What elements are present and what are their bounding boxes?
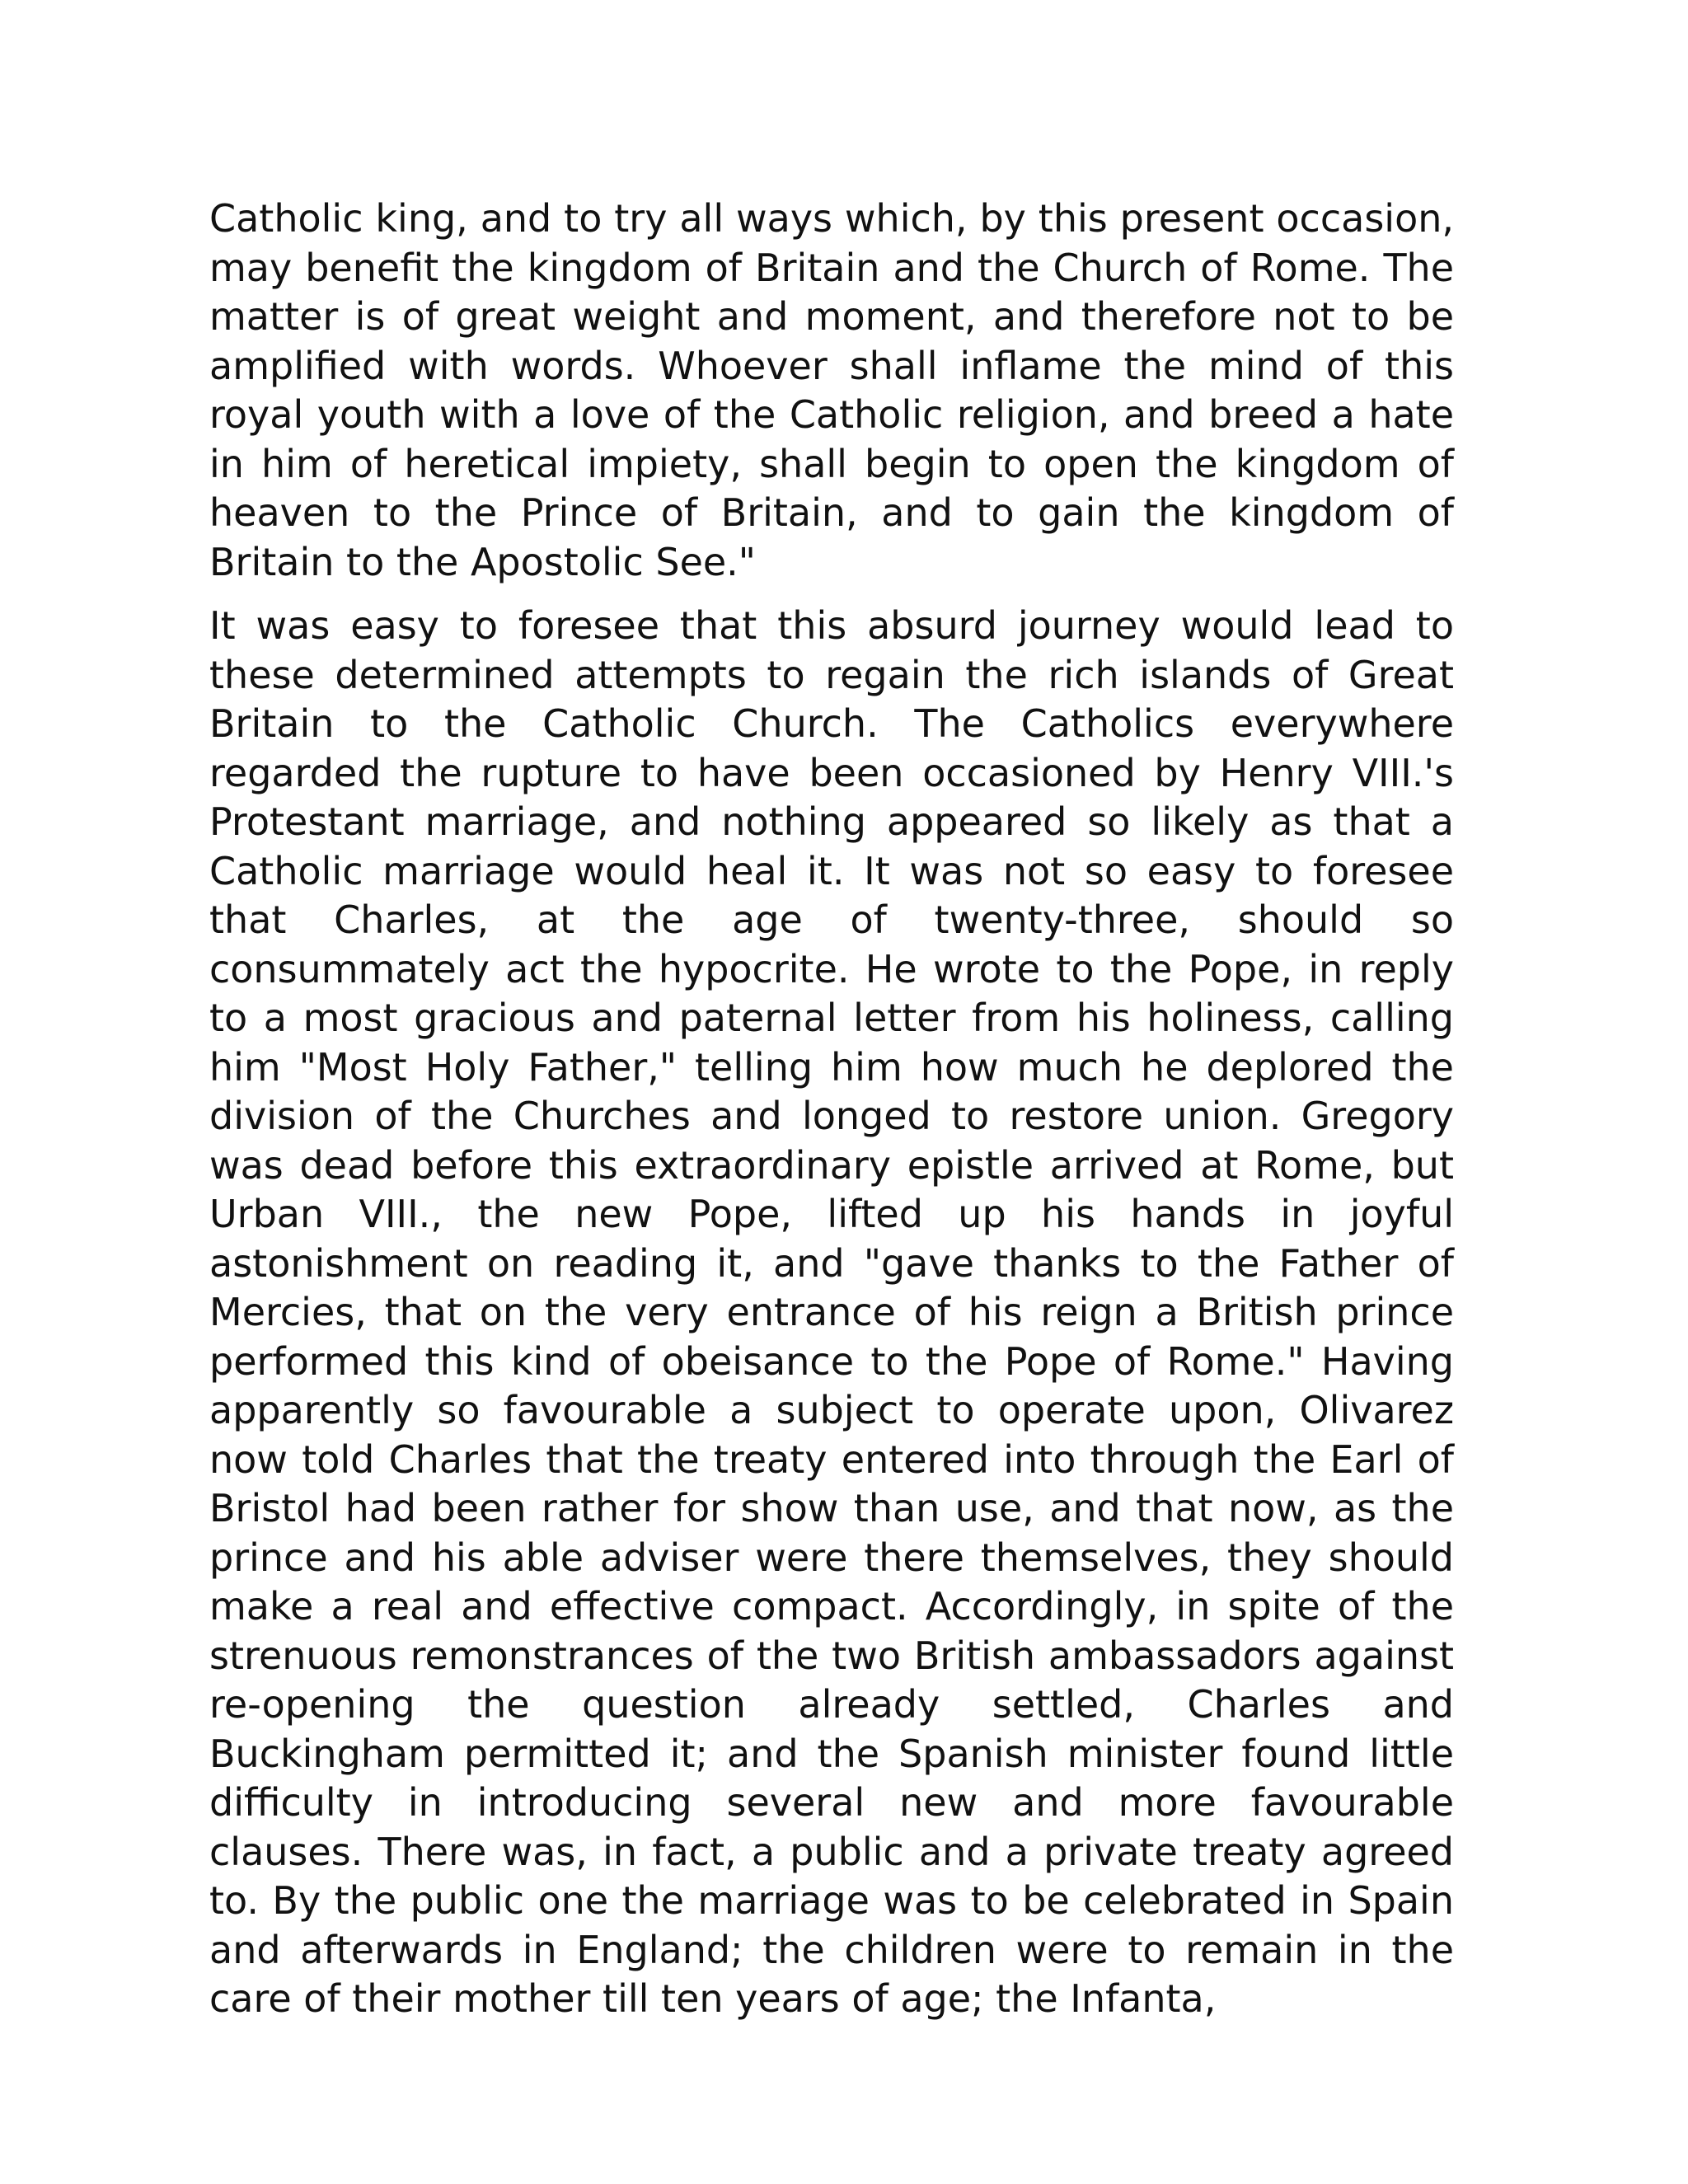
document-page: [209, 194, 1454, 2024]
paragraph-1: Catholic king, and to try all ways which, by this present occasion, may benefit the kingdom of Britain and the Church of Rome. The matter is of great weight and moment, and therefore not to be amplified with words. Whoever shall inflame the mind of this royal youth with a love of the Catholic religion, and breed a hate in him of heretical impiety, shall begin to open the kingdom of heaven to the Prince of Britain, and to gain the kingdom of Britain to the Apostolic See.": [209, 196, 1454, 584]
paragraph-2: It was easy to foresee that this absurd journey would lead to these determined attempts to regain the rich islands of Great Britain to the Catholic Church. The Catholics everywhere regarded the rupture to have been occasioned by Henry VIII.'s Protestant marriage, and nothing appeared so likely as that a Catholic marriage would heal it. It was not so easy to foresee that Charles, at the age of twenty-three, should so consummately act the hypocrite. He wrote to the Pope, in reply to a most gracious and paternal letter from his holiness, calling him "Most Holy Father," telling him how much he deplored the division of the Churches and longed to restore union. Gregory was dead before this extraordinary epistle arrived at Rome, but Urban VIII., the new Pope, lifted up his hands in joyful astonishment on reading it, and "gave thanks to the Father of Mercies, that on the very entrance of his reign a British prince performed this kind of obeisance to the Pope of Rome." Having apparently so favourable a subject to operate upon, Olivarez now told Charles that the treaty entered into through the Earl of Bristol had been rather for show than use, and that now, as the prince and his able adviser were there themselves, they should make a real and effective compact. Accordingly, in spite of the strenuous remonstrances of the two British ambassadors against re-opening the question already settled, Charles and Buckingham permitted it; and the Spanish minister found little difficulty in introducing several new and more favourable clauses. There was, in fact, a public and a private treaty agreed to. By the public one the marriage was to be celebrated in Spain and afterwards in England; the children were to remain in the care of their mother till ten years of age; the Infanta,: [209, 603, 1454, 2021]
